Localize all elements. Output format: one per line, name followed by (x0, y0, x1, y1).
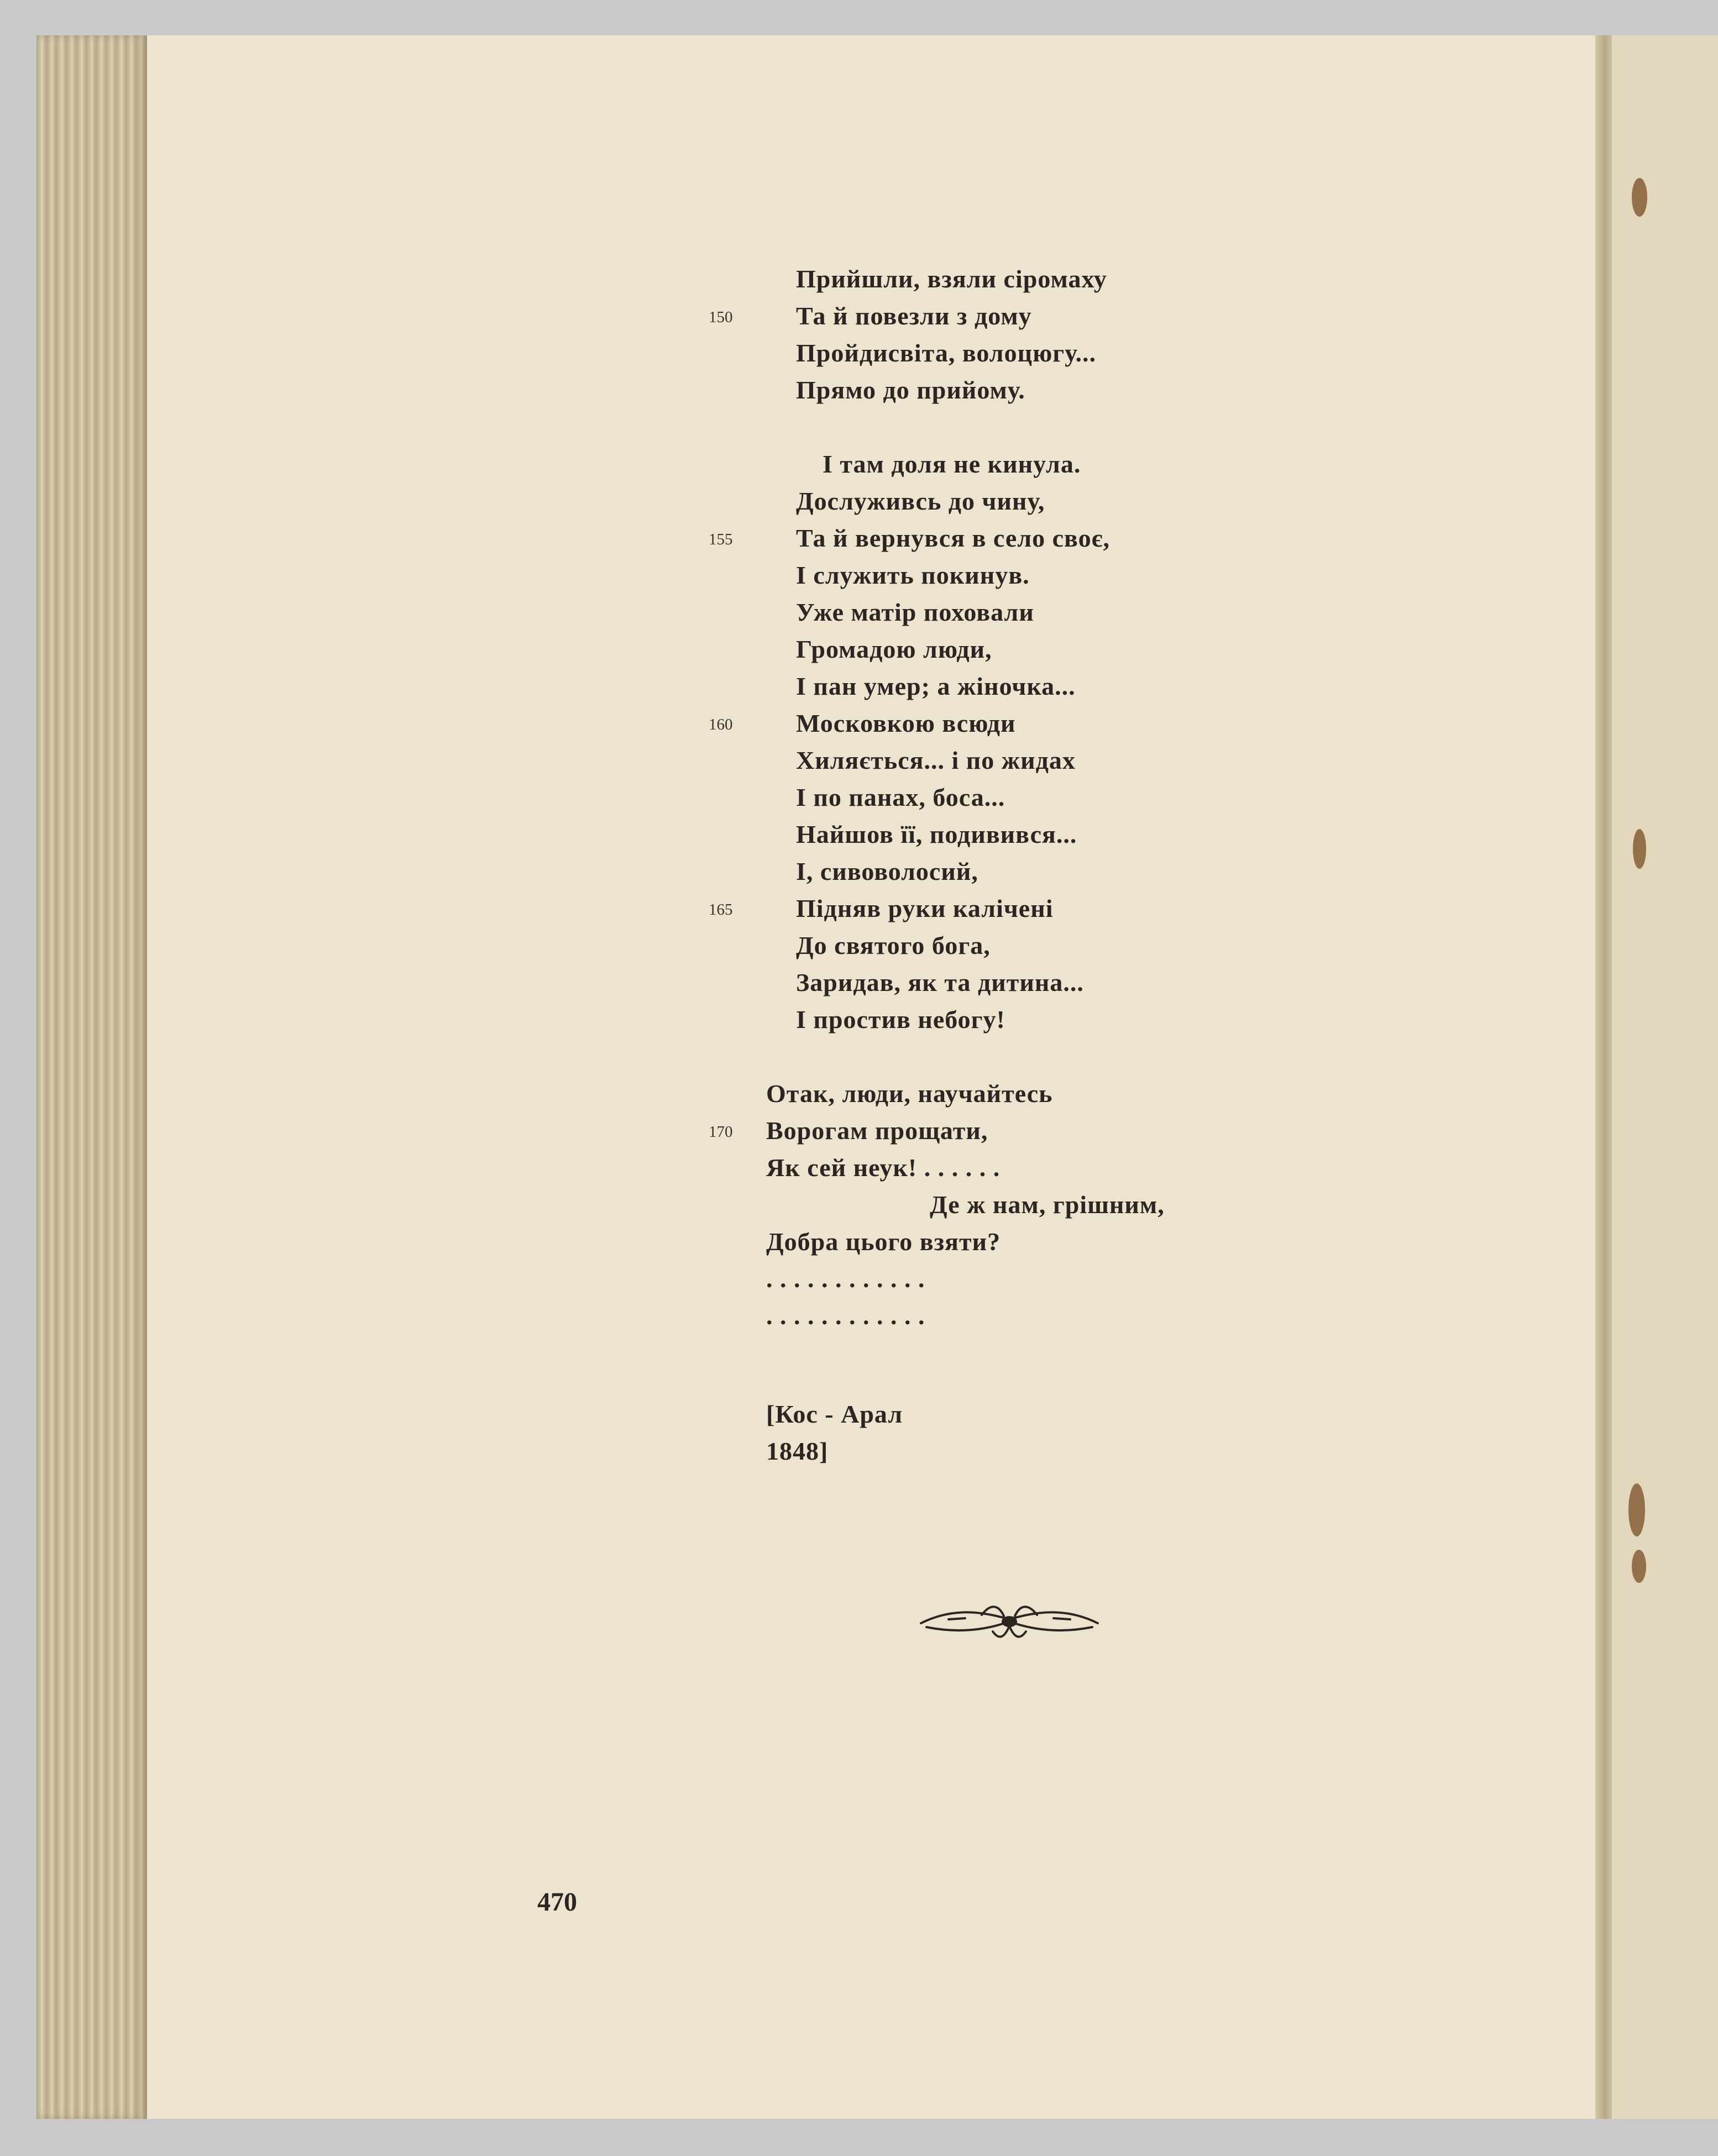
ornament-flourish (915, 1593, 1103, 1643)
verse-line: Московкою всюди (796, 709, 1016, 737)
verse-line: І по панах, боса... (796, 783, 1005, 811)
line-number: 165 (709, 901, 733, 919)
line-number: 155 (709, 531, 733, 548)
verse-line: І простив небогу! (796, 1005, 1005, 1034)
verse-line: Ворогам прощати, (766, 1116, 988, 1145)
verse-line: Заридав, як та дитина... (796, 968, 1084, 996)
verse-line: Громадою люди, (796, 635, 992, 663)
poem-text (36, 35, 1718, 2119)
verse-line: Де ж нам, грішним, (930, 1190, 1165, 1219)
place-note: [Кос - Арал (766, 1400, 903, 1428)
verse-line: Хиляється... і по жидах (796, 746, 1076, 774)
ellipsis-line: . . . . . . . . . . . . (766, 1265, 925, 1293)
verse-line: Найшов її, подивився... (796, 820, 1077, 848)
ellipsis-line: . . . . . . . . . . . . (766, 1302, 925, 1330)
verse-line: Отак, люди, научайтесь (766, 1079, 1053, 1108)
verse-line: І пан умер; а жіночка... (796, 672, 1076, 700)
verse-line: І там доля не кинула. (823, 450, 1081, 478)
verse-line: Уже матір поховали (796, 598, 1034, 626)
verse-line: Прямо до прийому. (796, 376, 1025, 404)
line-number: 160 (709, 716, 733, 733)
verse-line: До святого бога, (796, 931, 991, 959)
line-number: 150 (709, 308, 733, 326)
verse-line: Прийшли, взяли сіромаху (796, 265, 1107, 293)
verse-line: І служить покинув. (796, 561, 1030, 589)
verse-line: Як сей неук! . . . . . . (766, 1153, 1001, 1182)
line-number: 170 (709, 1123, 733, 1141)
verse-line: Та й вернувся в село своє, (796, 524, 1110, 552)
book-scan (36, 35, 1718, 2119)
verse-line: Добра цього взяти? (766, 1227, 1001, 1256)
verse-line: І, сивоволосий, (796, 857, 978, 885)
page-number: 470 (537, 1887, 577, 1917)
year-note: 1848] (766, 1437, 829, 1465)
verse-line: Пройдисвіта, волоцюгу... (796, 339, 1097, 367)
verse-line: Підняв руки калічені (796, 894, 1054, 922)
verse-line: Дослуживсь до чину, (796, 487, 1045, 515)
verse-line: Та й повезли з дому (796, 302, 1032, 330)
